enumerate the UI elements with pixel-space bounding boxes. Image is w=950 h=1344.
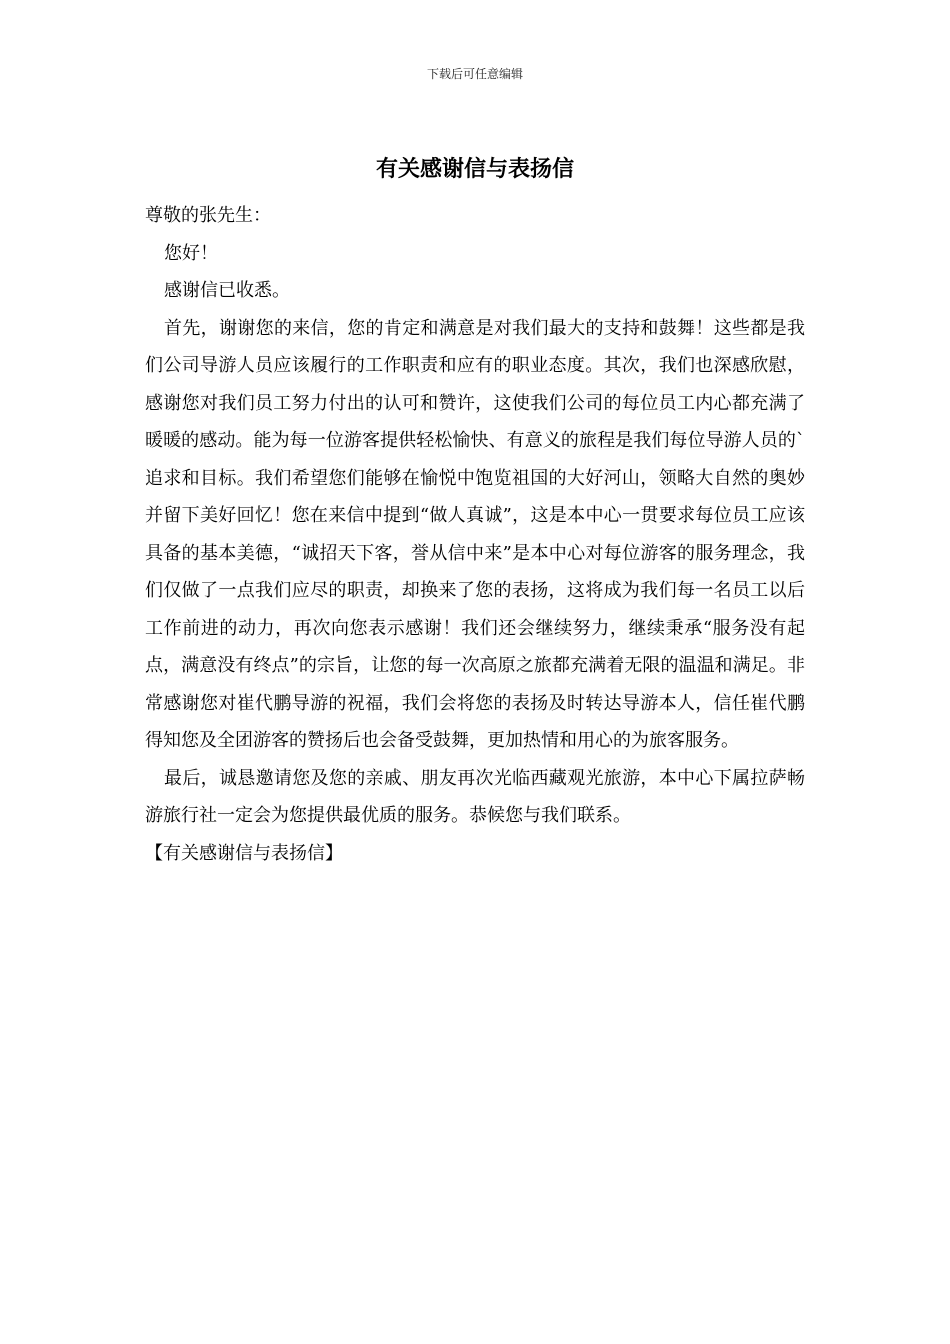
- salutation: 尊敬的张先生：: [145, 205, 271, 226]
- paragraph-main: 首先，谢谢您的来信，您的肯定和满意是对我们最大的支持和鼓舞！这些都是我们公司导游人员应该履行的工作职责和应有的职业态度。其次，我们也深感欣慰，感谢您对我们员工努力付出的认可和赞许，这使我们公司的每位员工内心都充满了暖暖的感动。能为每一位游客提供轻松愉快、有意义的旅程是我们每位导游人员的`追求和目标。我们希望您们能够在愉悦中饱览祖国的大好河山，领略大自然的奥妙并留下美好回忆！您在来信中提到“做人真诚”，这是本中心一贯要求每位员工应该具备的基本美德，“诚招天下客，誉从信中来”是本中心对每位游客的服务理念，我们仅做了一点我们应尽的职责，却换来了您的表扬，这将成为我们每一名员工以后工作前进的动力，再次向您表示感谢！我们还会继续努力，继续秉承“服务没有起点，满意没有终点”的宗旨，让您的每一次高原之旅都充满着无限的温温和满足。非常感谢您对崔代鹏导游的祝福，我们会将您的表扬及时转达导游本人，信任崔代鹏得知您及全团游客的赞扬后也会备受鼓舞，更加热情和用心的为旅客服务。: [145, 317, 805, 751]
- footer-tag: 【有关感谢信与表扬信】: [145, 842, 343, 864]
- header-note: 下载后可任意编辑: [426, 67, 523, 81]
- document-title: 有关感谢信与表扬信: [375, 156, 574, 182]
- letter-body: [145, 197, 805, 872]
- paragraph-closing: 最后，诚恳邀请您及您的亲戚、朋友再次光临西藏观光旅游，本中心下属拉萨畅游旅行社一定会为您提供最优质的服务。恭候您与我们联系。: [145, 767, 805, 826]
- greeting: 您好！: [164, 242, 218, 264]
- acknowledgement: 感谢信已收悉。: [164, 280, 290, 301]
